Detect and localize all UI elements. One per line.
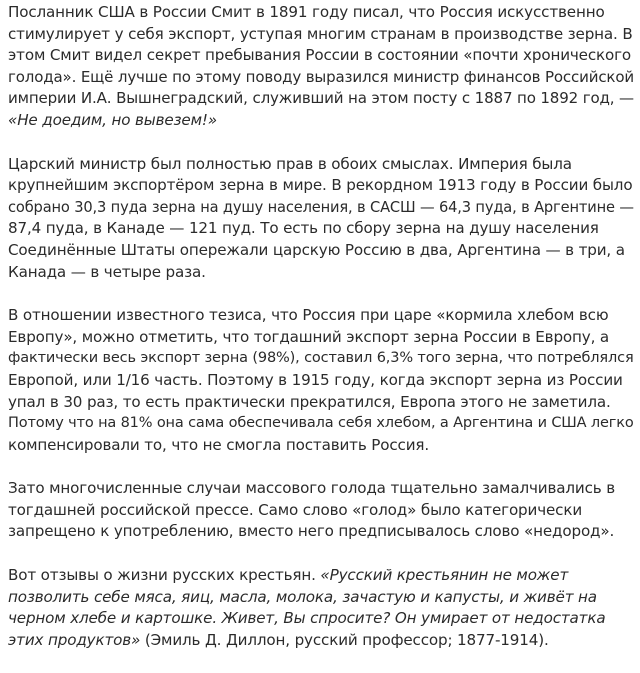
text-run: Вот отзывы о жизни русских крестьян. [8, 566, 321, 585]
text-run: Европой, или 1/16 часть. Поэтому в 1915 году, когда экспорт зерна из России [8, 370, 623, 389]
text-line [8, 197, 636, 219]
text-line [8, 478, 636, 500]
text-run: крупнейшим экспортёром зерна в мире. В рекордном 1913 году в России было [8, 176, 633, 195]
text-run: Царский министр был полностью прав в обоих смыслах. Империя была [8, 154, 572, 173]
paragraph [8, 478, 636, 543]
text-run: стимулирует у себя экспорт, уступая многим странам в производстве зерна. В [8, 24, 633, 43]
text-line [8, 45, 636, 67]
paragraph [8, 565, 636, 651]
text-run: компенсировали то, что не смогла поставить Россия. [8, 435, 430, 454]
text-line [8, 500, 636, 522]
text-run: Канада — в четыре раза. [8, 262, 206, 281]
article-text [8, 2, 636, 673]
text-run: голода». Ещё лучше по этому поводу выразился министр финансов Российской [8, 67, 634, 86]
italic-text: черном хлебе и картошке. Живет, Вы спросите? Он умирает от недостатка [8, 609, 606, 628]
text-line [8, 630, 636, 652]
text-run: империи И.А. Вышнеградский, служивший на этом посту с 1887 по 1892 год, — [8, 89, 634, 108]
italic-text: «Не доедим, но вывезем!» [8, 110, 217, 129]
italic-text: «Русский крестьянин не может [320, 566, 569, 585]
text-run: 87,4 пуда, в Канаде — 121 пуд. То есть по сбору зерна на душу населения [8, 219, 599, 238]
text-run: тогдашней российской прессе. Само слово «голод» было категорически [8, 500, 583, 519]
text-run: запрещено к употреблению, вместо него предписывалось слово «недород». [8, 522, 615, 541]
paragraph [8, 154, 636, 284]
italic-text: этих продуктов» [8, 630, 141, 649]
text-line [8, 240, 636, 262]
text-run: В отношении известного тезиса, что Россия при царе «кормила хлебом всю [8, 306, 609, 325]
text-run: Соединённые Штаты опережали царскую Россию в два, Аргентина — в три, а [8, 240, 625, 259]
text-line [8, 67, 636, 89]
text-line [8, 218, 636, 240]
text-line [8, 370, 636, 392]
text-run: упал в 30 раз, то есть практически прекратился, Европа этого не заметила. [8, 392, 611, 411]
italic-text: позволить себе мяса, яиц, масла, молока, зачастую и капусты, и живёт на [8, 587, 597, 606]
text-line [8, 2, 636, 24]
text-line [8, 608, 636, 630]
text-line [8, 348, 636, 370]
text-line [8, 88, 636, 110]
text-run: Посланник США в России Смит в 1891 году писал, что Россия искусственно [8, 3, 605, 21]
text-line [8, 175, 636, 197]
text-line [8, 413, 636, 435]
text-line [8, 521, 636, 543]
text-run: Зато многочисленные случаи массового голода тщательно замалчивались в [8, 479, 615, 498]
text-line [8, 24, 636, 46]
text-line [8, 435, 636, 457]
text-run: этом Смит видел секрет пребывания России в состоянии «почти хронического [8, 46, 632, 65]
text-line [8, 262, 636, 284]
text-line [8, 392, 636, 414]
text-run: Европу», можно отметить, что тогдашний экспорт зерна России в Европу, а [8, 327, 610, 346]
text-run: Потому что на 81% она сама обеспечивала себя хлебом, а Аргентина и США легко [8, 415, 634, 432]
text-run: собрано 30,3 пуда зерна на душу населения, в САСШ — 64,3 пуда, в Аргентине — [8, 198, 634, 216]
text-line [8, 587, 636, 609]
text-line [8, 154, 636, 176]
paragraph [8, 2, 636, 132]
text-run: фактически весь экспорт зерна (98%), составил 6,3% того зерна, что потреблялся [8, 350, 634, 367]
text-line [8, 110, 636, 132]
paragraph [8, 305, 636, 456]
text-line [8, 327, 636, 349]
text-run: (Эмиль Д. Диллон, русский профессор; 1877-1914). [140, 630, 549, 649]
text-line [8, 565, 636, 587]
text-line [8, 305, 636, 327]
